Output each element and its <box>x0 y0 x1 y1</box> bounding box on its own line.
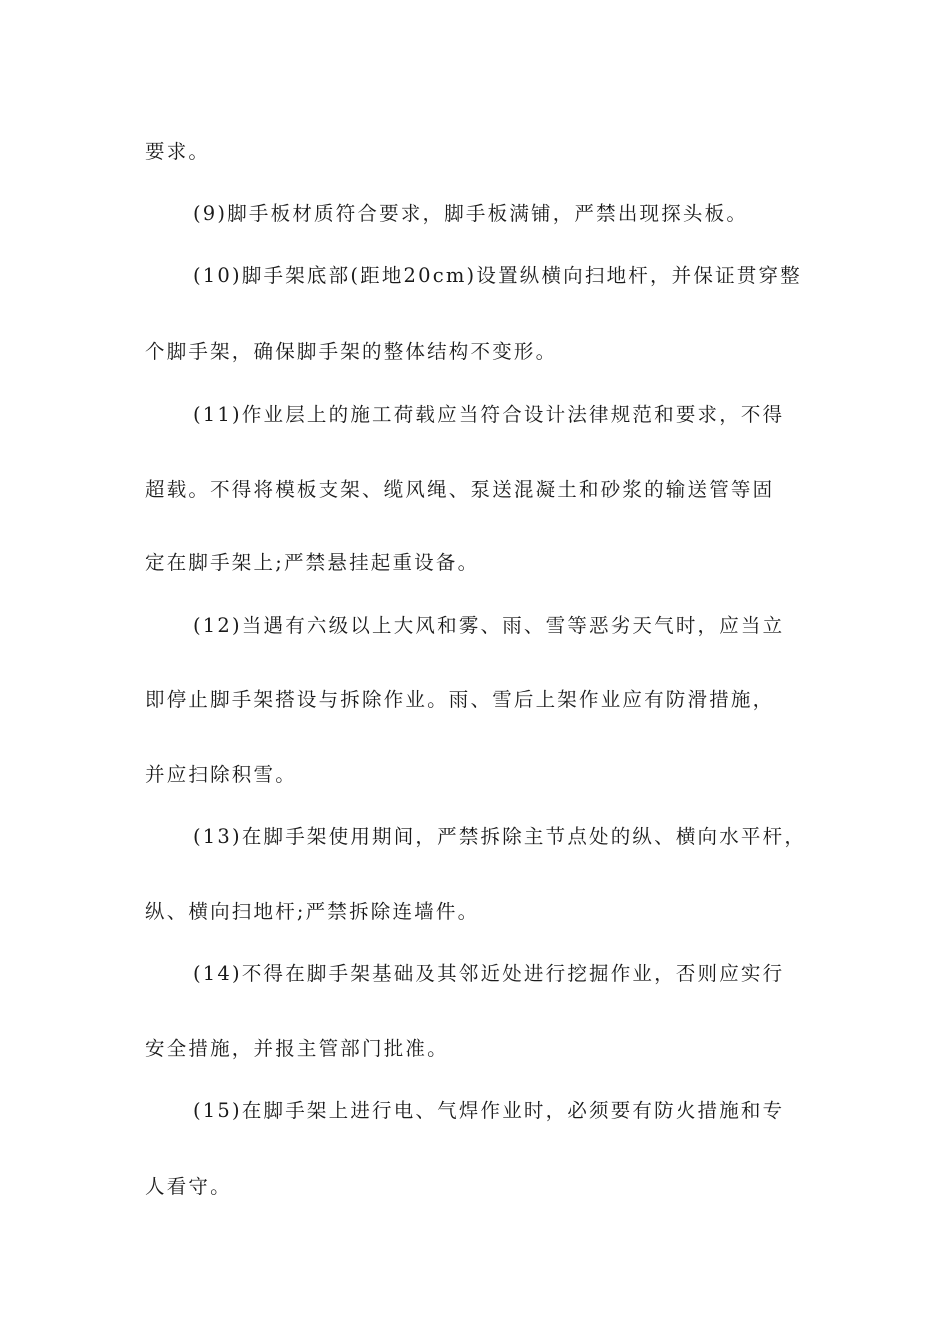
text-line: 安全措施，并报主管部门批准。 <box>145 1037 449 1060</box>
item-12: (12)当遇有六级以上大风和雾、雨、雪等恶劣天气时，应当立 <box>193 614 785 637</box>
text-line: 要求。 <box>145 140 211 163</box>
item-10: (10)脚手架底部(距地20cm)设置纵横向扫地杆，并保证贯穿整 <box>193 264 802 287</box>
item-11: (11)作业层上的施工荷载应当符合设计法律规范和要求，不得 <box>193 403 785 426</box>
text-line: 个脚手架，确保脚手架的整体结构不变形。 <box>145 340 558 363</box>
text-line: 人看守。 <box>145 1175 232 1198</box>
text-line: 纵、横向扫地杆;严禁拆除连墙件。 <box>145 900 480 923</box>
item-15: (15)在脚手架上进行电、气焊作业时，必须要有防火措施和专 <box>193 1099 785 1122</box>
text-line: 即停止脚手架搭设与拆除作业。雨、雪后上架作业应有防滑措施， <box>145 688 775 711</box>
item-9: (9)脚手板材质符合要求，脚手板满铺，严禁出现探头板。 <box>193 202 749 225</box>
text-line: 并应扫除积雪。 <box>145 763 297 786</box>
text-line: 定在脚手架上;严禁悬挂起重设备。 <box>145 551 480 574</box>
text-line: 超载。不得将模板支架、缆风绳、泵送混凝土和砂浆的输送管等固 <box>145 478 775 501</box>
item-14: (14)不得在脚手架基础及其邻近处进行挖掘作业，否则应实行 <box>193 962 785 985</box>
item-13: (13)在脚手架使用期间，严禁拆除主节点处的纵、横向水平杆， <box>193 825 807 848</box>
